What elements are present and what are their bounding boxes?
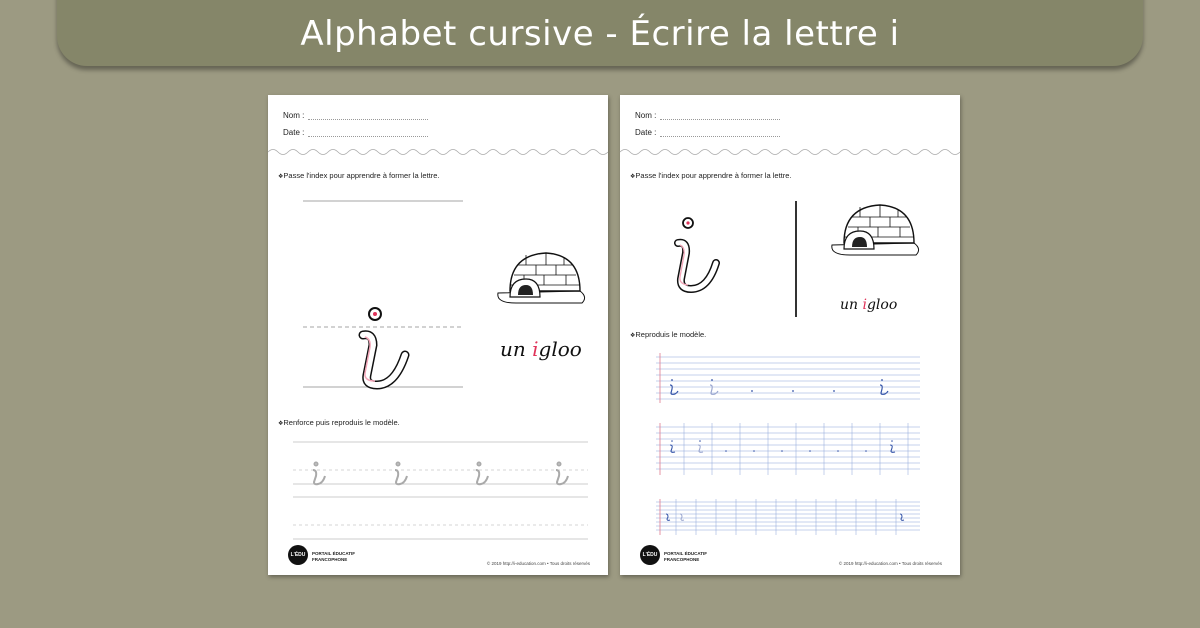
vertical-divider [794,201,798,317]
worksheet-page-2 [620,95,960,575]
worksheet-page-1 [268,95,608,575]
igloo-icon [496,245,588,307]
instruction-1: ❖ Passe l'index pour apprendre à former la lettre. [278,171,440,180]
nom-field [635,111,780,120]
brand-logo: L'ÉDU [288,545,308,565]
nom-field [283,111,428,120]
nom-label: Nom : [283,111,305,120]
practice-grid-1 [656,353,920,403]
cursive-i-icon [363,308,405,385]
cursive-i-icon [660,213,730,297]
word-igloo: un igloo [500,337,582,361]
nom-label: Nom : [635,111,657,120]
copyright: © 2019 http://i-education.com • Tous droits réservés [838,561,942,566]
tracing-area [303,195,463,395]
practice-grid-3 [656,499,920,535]
date-label: Date : [283,128,305,137]
date-field [635,128,780,137]
page-title: Alphabet cursive - Écrire la lettre i [300,14,900,54]
date-field [283,128,428,137]
brand-caption: PORTAIL ÉDUCATIF FRANCOPHONE [664,551,707,562]
copyright: © 2019 http://i-education.com • Tous droits réservés [486,561,590,566]
word-igloo: un igloo [840,297,898,313]
title-banner [57,0,1143,66]
brand-caption: PORTAIL ÉDUCATIF FRANCOPHONE [312,551,355,562]
wave-divider [620,147,960,157]
instruction-1: ❖ Passe l'index pour apprendre à former la lettre. [630,171,792,180]
date-label: Date : [635,128,657,137]
practice-lines [293,440,588,540]
practice-grid-2 [656,423,920,475]
wave-divider [268,147,608,157]
igloo-icon [830,199,922,259]
instruction-2: ❖ Renforce puis reproduis le modèle. [278,418,400,427]
instruction-2: ❖ Reproduis le modèle. [630,330,706,339]
brand-logo: L'ÉDU [640,545,660,565]
